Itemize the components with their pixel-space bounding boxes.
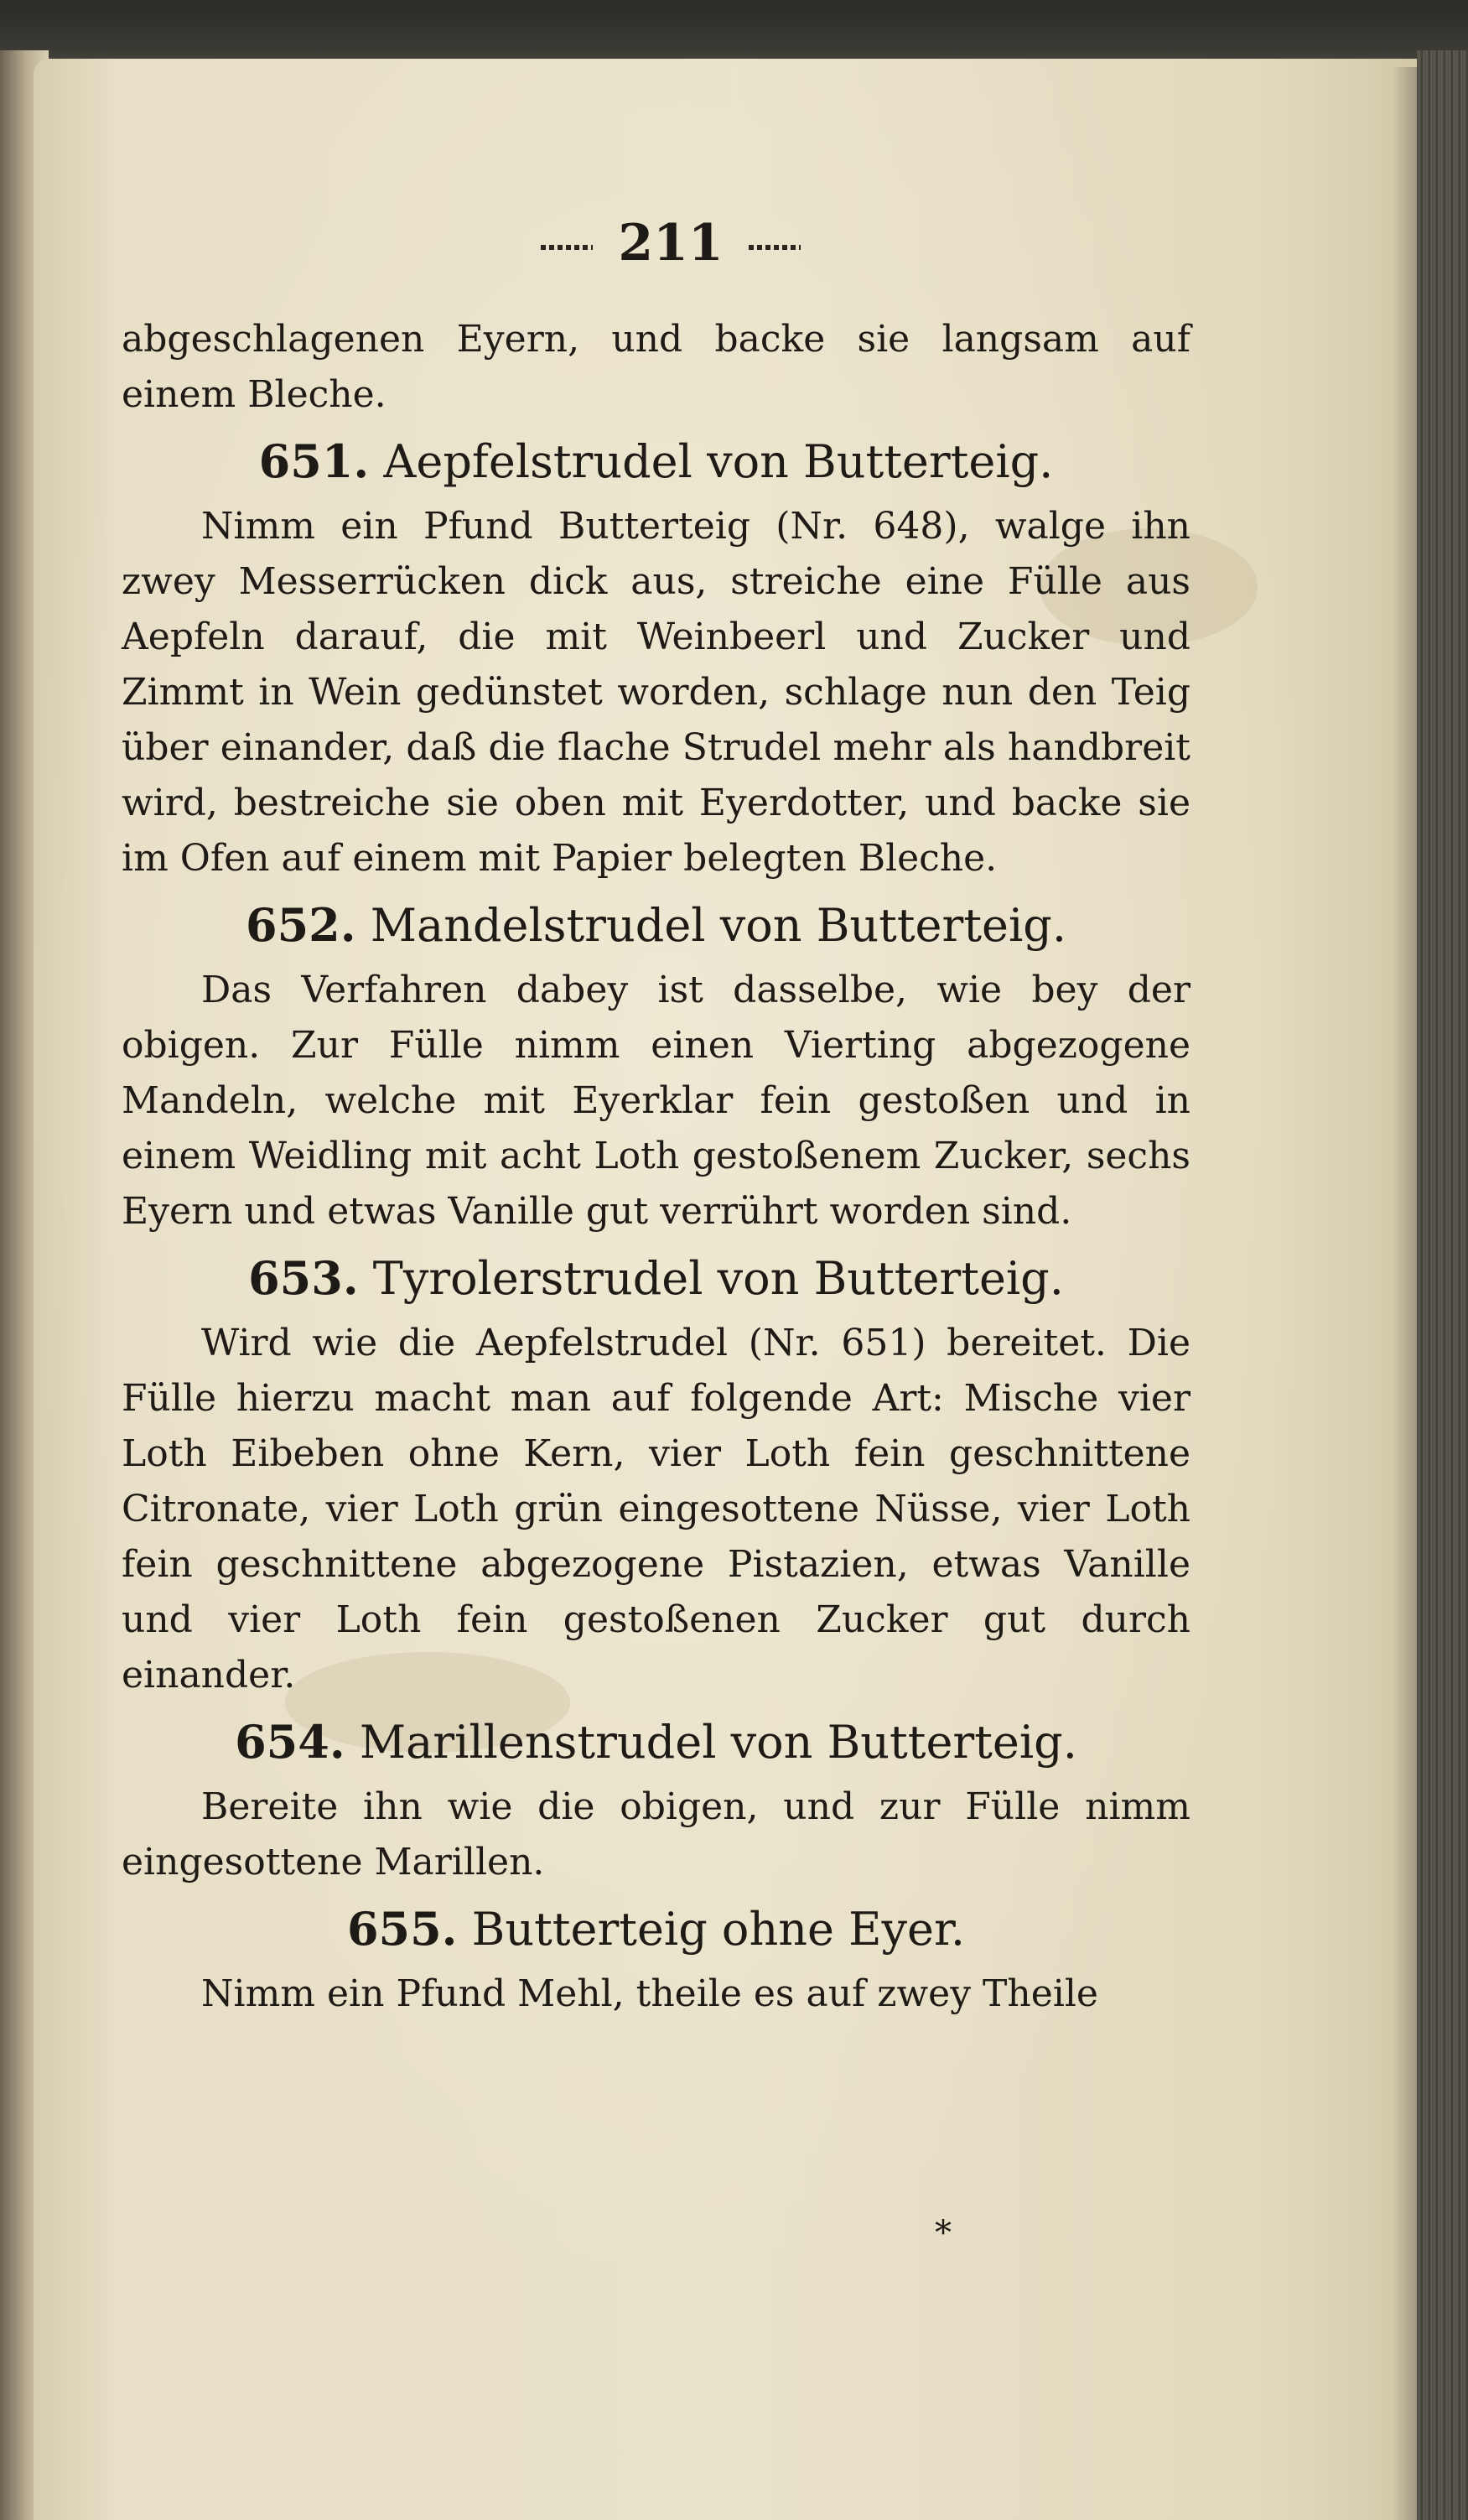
intro-paragraph: abgeschlagenen Eyern, und backe sie langsam auf einem Bleche.: [122, 318, 1190, 416]
recipe-text: Nimm ein Pfund Mehl, theile es auf zwey Theile: [201, 1972, 1098, 2015]
recipe-heading: [122, 893, 1190, 958]
recipe-heading: [122, 429, 1190, 494]
recipe-number: 651.: [258, 434, 370, 488]
recipe-text: Bereite ihn wie die obigen, und zur Fülle nimm eingesottene Marillen.: [122, 1785, 1190, 1884]
recipe-text: Wird wie die Aepfelstrudel (Nr. 651) bereitet. Die Fülle hierzu macht man auf folgende Art: Mische vier Loth Eibeben ohne Kern, vier Loth fein geschnittene Citronate, vier Loth grün eingesottene Nüsse, vier Loth fein geschnittene abgezogene Pistazien, etwas Vanille und vier Loth fein gestoßenen Zucker gut durch einander.: [122, 1322, 1190, 1696]
signature-mark: *: [935, 2214, 952, 2252]
recipe-number: 655.: [346, 1902, 458, 1956]
page-number: 211: [618, 214, 724, 273]
recipe-651: [122, 429, 1190, 886]
recipe-title: Butterteig ohne Eyer.: [471, 1903, 966, 1956]
recipe-title: Mandelstrudel von Butterteig.: [370, 899, 1066, 952]
page-edges: [1417, 50, 1468, 2520]
recipe-title: Marillenstrudel von Butterteig.: [359, 1716, 1077, 1769]
page-body: [122, 312, 1190, 2022]
recipe-heading: [122, 1246, 1190, 1311]
recipe-652: [122, 893, 1190, 1239]
header-ornament-right: [749, 245, 801, 250]
recipe-653: [122, 1246, 1190, 1703]
recipe-title: Tyrolerstrudel von Butterteig.: [372, 1252, 1064, 1305]
page-header: [495, 214, 847, 273]
recipe-number: 652.: [246, 898, 356, 952]
recipe-number: 653.: [248, 1251, 359, 1305]
recipe-655: [122, 1897, 1190, 2022]
header-ornament-left: [541, 245, 593, 250]
recipe-text: Das Verfahren dabey ist dasselbe, wie bey der obigen. Zur Fülle nimm einen Vierting abgezogene Mandeln, welche mit Eyerklar fein gestoßen und in einem Weidling mit acht Loth gestoßenem Zucker, sechs Eyern und etwas Vanille gut verrührt worden sind.: [122, 969, 1190, 1233]
recipe-654: [122, 1710, 1190, 1890]
recipe-text: Nimm ein Pfund Butterteig (Nr. 648), walge ihn zwey Messerrücken dick aus, streiche eine Fülle aus Aepfeln darauf, die mit Weinbeerl und Zucker und Zimmt in Wein gedünstet worden, schlage nun den Teig über einander, daß die flache Strudel mehr als handbreit wird, bestreiche sie oben mit Eyerdotter, und backe sie im Ofen auf einem mit Papier belegten Bleche.: [122, 505, 1190, 880]
recipe-heading: [122, 1710, 1190, 1774]
recipe-number: 654.: [235, 1715, 345, 1769]
recipe-title: Aepfelstrudel von Butterteig.: [383, 435, 1054, 488]
recipe-heading: [122, 1897, 1190, 1961]
